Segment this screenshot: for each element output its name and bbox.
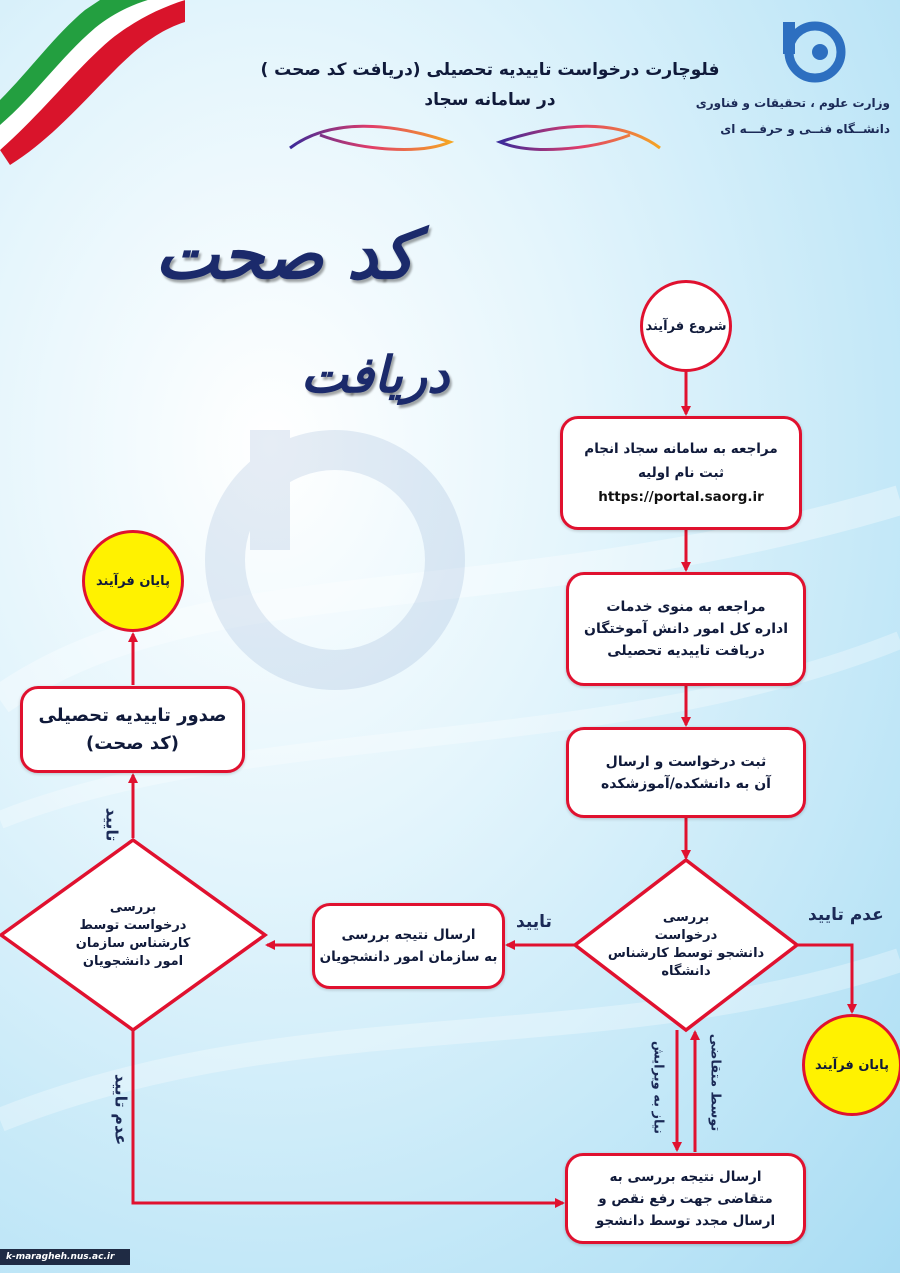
send-to-organization-box [312, 903, 505, 989]
decision1-line3: دانشجو توسط کارشناس [607, 946, 765, 961]
issue-line1: صدور تاییدیه تحصیلی [38, 704, 227, 726]
decision2-text [25, 885, 241, 985]
send-org-line2: به سازمان امور دانشجویان [319, 949, 498, 965]
end-node-right: پایان فرآیند [802, 1014, 900, 1116]
label-needs-edit: نیاز به ویرایش [650, 1040, 666, 1135]
step1-register-box [560, 416, 802, 530]
page-subtitle: در سامانه سجاد [424, 90, 556, 110]
issue-line2: (کد صحت) [86, 732, 180, 754]
step2-line3: دریافت تاییدیه تحصیلی [607, 643, 765, 659]
step1-line1: مراجعه به سامانه سجاد انجام [584, 441, 778, 457]
return-line3: ارسال مجدد توسط دانشجو [595, 1212, 776, 1229]
start-node: شروع فرآیند [640, 280, 732, 372]
step2-services-box [566, 572, 806, 686]
step1-line2: ثبت نام اولیه [637, 465, 725, 481]
flag-ribbon-icon [0, 0, 185, 165]
label-reject-left: عدم تایید [111, 1073, 131, 1146]
step2-line2: اداره کل امور دانش آموختگان [584, 621, 788, 637]
portal-url: https://portal.saorg.ir [598, 489, 764, 505]
decision1-text [590, 895, 782, 995]
step2-line1: مراجعه به منوی خدمات [606, 599, 766, 615]
decision1-line2: درخواست [654, 928, 718, 943]
label-reject-right: عدم تایید [808, 905, 884, 925]
header-ornament [290, 126, 450, 149]
decision2-line2: درخواست توسط [79, 918, 187, 933]
watermark-logo [225, 430, 445, 670]
ministry-name: وزارت علوم ، تحقیقات و فناوری [695, 96, 890, 110]
university-name: دانشــگاه فنــی و حرفـــه ای [720, 122, 890, 136]
label-approve-left: تایید [102, 807, 122, 842]
issue-verification-box [20, 686, 245, 773]
return-line2: متقاضی جهت رفع نقص و [598, 1190, 773, 1207]
header-ornament [500, 126, 660, 149]
step3-submit-box [566, 727, 806, 818]
return-line1: ارسال نتیجه بررسی به [609, 1168, 762, 1185]
decision2-line1: بررسی [109, 900, 157, 915]
university-logo-icon [783, 22, 841, 78]
label-approve-mid: تایید [516, 912, 552, 932]
step3-line1: ثبت درخواست و ارسال [605, 753, 767, 770]
decision1-line1: بررسی [662, 910, 710, 925]
end-node-left: پایان فرآیند [82, 530, 184, 632]
label-by-applicant: توسط متقاضی [707, 1033, 723, 1132]
calligraphy-title: کد صحت [154, 215, 416, 295]
return-to-applicant-box [565, 1153, 806, 1244]
decision1-line4: دانشگاه [661, 964, 711, 979]
decision2-line4: امور دانشجویان [82, 954, 184, 969]
decision2-line3: کارشناس سازمان [75, 936, 191, 951]
calligraphy-subtitle: دریافت [300, 345, 450, 404]
footer-site-url: k-maragheh.nus.ac.ir [0, 1249, 130, 1265]
step3-line2: آن به دانشکده/آموزشکده [601, 775, 771, 792]
page-title: فلوچارت درخواست تاییدیه تحصیلی (دریافت کد صحت ) [260, 60, 720, 80]
send-org-line1: ارسال نتیجه بررسی [341, 927, 476, 943]
